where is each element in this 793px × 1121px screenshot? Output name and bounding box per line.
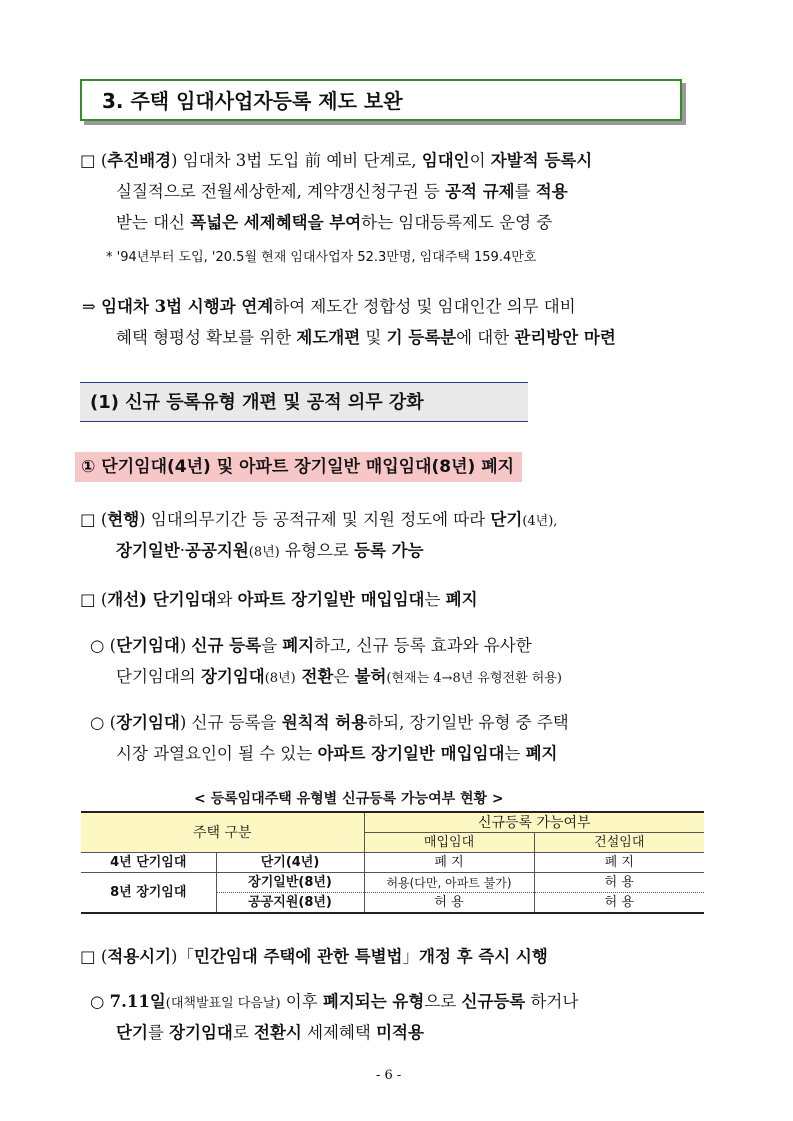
text: 실질적으로 전월세상한제, 계약갱신청구권 등	[116, 182, 446, 201]
text-bold: 원칙적 허용	[281, 713, 368, 732]
cell: 단기(4년)	[216, 853, 364, 873]
item-title-text: ① 단기임대(4년) 및 아파트 장기일반 매입임대(8년) 폐지	[81, 457, 515, 477]
text-bold: 폐지	[282, 636, 315, 655]
text: ○	[90, 992, 110, 1011]
long-line-2	[116, 739, 557, 769]
text: □ (	[80, 590, 108, 609]
text-bold: 적용	[535, 182, 568, 201]
text: ○ (	[90, 636, 117, 655]
section-title	[80, 79, 682, 121]
short-line-2	[116, 662, 562, 694]
header-buy: 매입임대	[364, 833, 534, 853]
after-line-1	[90, 987, 578, 1019]
text-bold: 장기임대	[169, 1023, 233, 1042]
label-bold: 장기임대	[116, 713, 180, 732]
cell: 허용(다만, 아파트 불가)	[364, 873, 534, 893]
text: □ (	[80, 947, 108, 966]
text-bold: 공공지원	[185, 541, 249, 560]
subsection-title-text: (1) 신규 등록유형 개편 및 공적 의무 강화	[90, 392, 424, 413]
bg-line-2	[116, 177, 568, 207]
text: 단기임대의	[116, 667, 201, 686]
text: 세제혜택	[301, 1023, 377, 1042]
conclusion-line-2	[116, 323, 616, 353]
text: )	[179, 636, 192, 655]
text: 하고, 신규 등록 효과와 유사한	[314, 636, 532, 655]
text: 와	[216, 590, 238, 609]
label-bold: 단기임대	[116, 636, 180, 655]
text: 이	[469, 151, 491, 170]
text-bold: 미적용	[376, 1023, 424, 1042]
text-bold: 아파트 장기일반 매입임대	[237, 590, 425, 609]
text: 로	[232, 1023, 255, 1042]
label-bold: 현행	[107, 510, 140, 529]
text: 」	[402, 947, 419, 966]
text-bold: 장기임대	[200, 667, 265, 686]
current-line-1	[80, 505, 557, 537]
text-bold: 전환시	[254, 1023, 302, 1042]
text: 하되, 장기일반 유형 중 주택	[367, 713, 569, 732]
text-bold: 7.11일	[109, 992, 166, 1011]
cell: 장기일반(8년)	[216, 873, 364, 893]
text: ) 임대차 3법 도입 前 예비 단계로,	[171, 151, 422, 170]
after-line-2	[116, 1018, 424, 1048]
text: 는	[424, 590, 446, 609]
text-bold: 관리방안 마련	[514, 328, 616, 347]
cell: 4년 단기임대	[81, 853, 216, 873]
text-bold: 민간임대 주택에 관한 특별법	[193, 947, 403, 966]
label-bold: 개선) 단기임대	[107, 590, 217, 609]
cell: 폐 지	[364, 853, 534, 873]
text-bold: 단기	[116, 1023, 148, 1042]
arrow: ⇒	[82, 297, 102, 316]
text: 는	[504, 744, 526, 763]
bg-line-3	[116, 208, 552, 238]
label-bold: 추진배경	[107, 151, 172, 170]
text: 은	[333, 667, 355, 686]
text: 으로	[424, 992, 462, 1011]
bg-line-1	[80, 146, 592, 176]
text: ) 임대의무기간 등 공적규제 및 지원 정도에 따라	[139, 510, 491, 529]
text: )「	[171, 947, 194, 966]
subsection-title	[80, 382, 528, 422]
header-type: 주택 구분	[81, 812, 364, 853]
text-bold: 임대인	[421, 151, 470, 170]
registration-table	[81, 811, 704, 914]
timing-line	[80, 942, 548, 972]
text-bold: 기 등록분	[386, 328, 457, 347]
improve-line	[80, 585, 478, 615]
long-line-1	[90, 708, 569, 738]
text: 하여 제도간 정합성 및 임대인간 의무 대비	[273, 297, 576, 316]
text: □ (	[80, 510, 108, 529]
text: 하는 임대등록제도 운영 중	[361, 213, 553, 232]
text-bold: 자발적 등록시	[490, 151, 593, 170]
cell: 폐 지	[534, 853, 704, 873]
conclusion-line-1	[82, 292, 576, 322]
label-bold: 적용시기	[107, 947, 172, 966]
section-title-text: 3. 주택 임대사업자등록 제도 보완	[102, 89, 403, 113]
cell: 허 용	[534, 893, 704, 914]
text-small: (8년)	[248, 545, 280, 560]
text: 및	[360, 328, 387, 347]
text: 를	[514, 182, 536, 201]
text-bold: 단기	[490, 510, 523, 529]
text-bold: 장기일반	[116, 541, 180, 560]
text: 을	[261, 636, 283, 655]
cell: 8년 장기임대	[81, 873, 216, 914]
header-availability: 신규등록 가능여부	[364, 812, 704, 833]
text-small: (대책발표일 다음날)	[165, 996, 281, 1011]
text: 받는 대신	[116, 213, 191, 232]
text-bold: 신규 등록	[191, 636, 262, 655]
table-row	[81, 853, 704, 873]
text-bold: 불허	[354, 667, 387, 686]
text-bold: 전환	[295, 667, 334, 686]
text-small: (8년)	[264, 671, 296, 686]
text: 시장 과열요인이 될 수 있는	[116, 744, 318, 763]
text: 혜택 형평성 확보를 위한	[116, 328, 297, 347]
text-small: (4년),	[522, 514, 558, 529]
text-bold: 폐지	[525, 744, 558, 763]
header-build: 건설임대	[534, 833, 704, 853]
text-bold: 등록 가능	[354, 541, 424, 560]
table-caption: < 등록임대주택 유형별 신규등록 가능여부 현황 >	[194, 791, 504, 807]
text: 하거나	[525, 992, 579, 1011]
text-bold: 제도개편	[296, 328, 361, 347]
text: 이후	[280, 992, 323, 1011]
text: 유형으로	[279, 541, 355, 560]
page-number: - 6 -	[376, 1068, 402, 1083]
short-line-1	[90, 631, 532, 661]
text: □ (	[80, 151, 108, 170]
cell: 공공지원(8년)	[216, 893, 364, 914]
text: ·	[179, 541, 186, 560]
text-bold: 폐지	[445, 590, 478, 609]
text-bold: 개정 후 즉시 시행	[419, 947, 548, 966]
text-bold: 임대차 3법 시행과 연계	[101, 297, 274, 316]
cell: 허 용	[534, 873, 704, 893]
cell: 허 용	[364, 893, 534, 914]
text-bold: 폐지되는 유형	[322, 992, 425, 1011]
bg-footnote: * '94년부터 도입, '20.5월 현재 임대사업자 52.3만명, 임대주택 159.4만호	[106, 250, 537, 265]
current-line-2	[116, 536, 424, 568]
text: 를	[147, 1023, 170, 1042]
text: ○ (	[90, 713, 117, 732]
text-bold: 공적 규제	[445, 182, 515, 201]
text-bold: 폭넓은 세제혜택을 부여	[190, 213, 362, 232]
text-bold: 아파트 장기일반 매입임대	[317, 744, 505, 763]
text-bold: 신규등록	[461, 992, 526, 1011]
text: ) 신규 등록을	[179, 713, 282, 732]
table-row	[81, 873, 704, 893]
text-small: (현재는 4→8년 유형전환 허용)	[386, 671, 562, 686]
item-title	[75, 452, 522, 482]
text: 에 대한	[456, 328, 515, 347]
